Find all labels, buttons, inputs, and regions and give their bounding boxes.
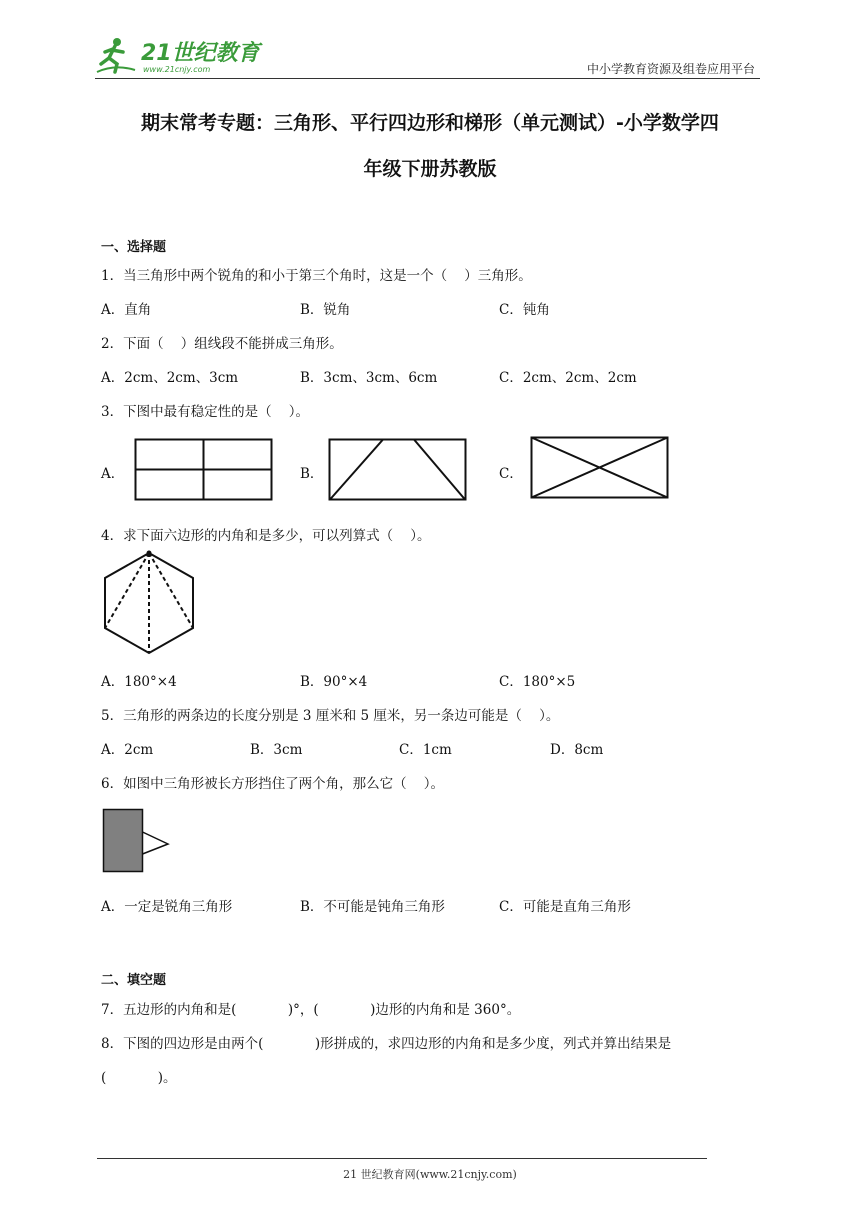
q6-option-c: C．可能是直角三角形 <box>499 899 631 915</box>
q1-option-c: C．钝角 <box>499 302 550 318</box>
q4-option-a: A．180°×4 <box>101 674 177 690</box>
q2-option-b: B．3cm、3cm、6cm <box>300 370 438 386</box>
q6-option-b: B．不可能是钝角三角形 <box>300 899 445 915</box>
runner-icon <box>97 38 135 72</box>
question-1: 1．当三角形中两个锐角的和小于第三个角时，这是一个（ ）三角形。 <box>101 268 532 284</box>
page-title-line1: 期末常考专题：三角形、平行四边形和梯形（单元测试）-小学数学四 <box>141 112 719 134</box>
q1-option-b: B．锐角 <box>300 302 351 318</box>
section-heading-fill-blank: 二、填空题 <box>101 973 167 988</box>
q3-figure-b-rectangle-with-triangles <box>328 438 468 502</box>
question-8-line2: ( )。 <box>101 1070 177 1086</box>
q4-option-c: C．180°×5 <box>499 674 576 690</box>
question-3: 3．下图中最有稳定性的是（ ）。 <box>101 404 310 420</box>
q5-option-a: A．2cm <box>101 742 154 758</box>
question-6: 6．如图中三角形被长方形挡住了两个角，那么它（ ）。 <box>101 776 445 792</box>
q3-option-a: A． <box>101 466 125 482</box>
q3-figure-c-rectangle-with-diagonals <box>530 436 670 500</box>
q5-option-b: B．3cm <box>250 742 303 758</box>
footer-divider <box>97 1158 707 1159</box>
q3-option-b: B． <box>300 466 324 482</box>
question-7: 7．五边形的内角和是( )°，( )边形的内角和是 360°。 <box>101 1002 521 1018</box>
header-platform-text: 中小学教育资源及组卷应用平台 <box>586 62 755 76</box>
q3-figure-a-divided-rectangle <box>134 438 274 502</box>
q2-option-a: A．2cm、2cm、3cm <box>101 370 239 386</box>
q5-option-c: C．1cm <box>399 742 452 758</box>
page-title-line2: 年级下册苏教版 <box>363 158 497 180</box>
section-heading-choice: 一、选择题 <box>101 240 167 255</box>
q5-option-d: D．8cm <box>550 742 604 758</box>
q4-hexagon-figure <box>102 550 196 656</box>
q1-option-a: A．直角 <box>101 302 152 318</box>
header-divider <box>95 78 760 79</box>
q6-covered-triangle-figure <box>102 808 174 874</box>
q3-option-c: C． <box>499 466 523 482</box>
q4-option-b: B．90°×4 <box>300 674 368 690</box>
question-2: 2．下面（ ）组线段不能拼成三角形。 <box>101 336 343 352</box>
question-8-line1: 8．下图的四边形是由两个( )形拼成的，求四边形的内角和是多少度，列式并算出结果是 <box>101 1036 672 1052</box>
footer-text: 21 世纪教育网(www.21cnjy.com) <box>343 1168 517 1181</box>
q2-option-c: C．2cm、2cm、2cm <box>499 370 637 386</box>
logo <box>95 34 265 76</box>
logo-text: 21世纪教育 <box>141 41 260 66</box>
logo-url: www.21cnjy.com <box>143 65 211 74</box>
q6-option-a: A．一定是锐角三角形 <box>101 899 233 915</box>
question-4: 4．求下面六边形的内角和是多少，可以列算式（ ）。 <box>101 528 431 544</box>
question-5: 5．三角形的两条边的长度分别是 3 厘米和 5 厘米，另一条边可能是（ ）。 <box>101 708 560 724</box>
